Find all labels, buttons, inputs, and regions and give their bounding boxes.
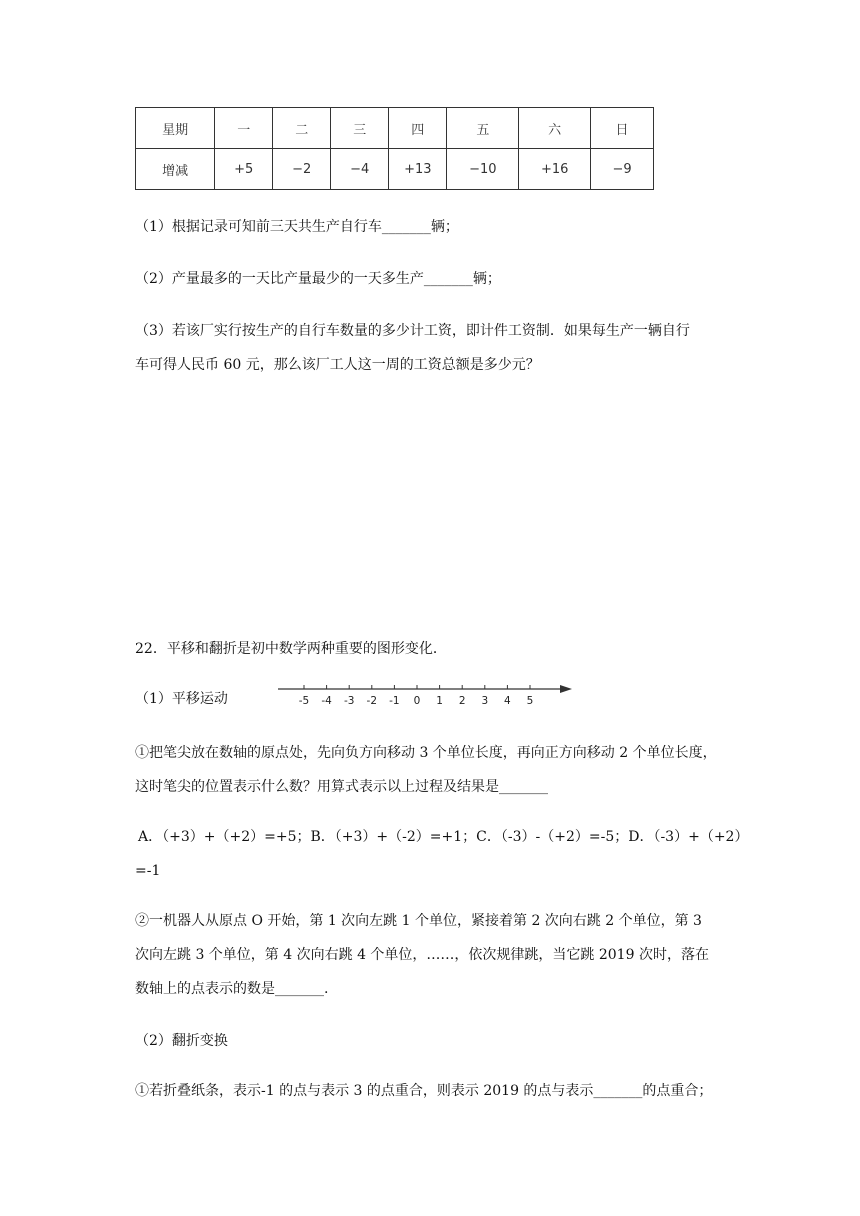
number-line (270, 682, 580, 712)
number-line-tick-label: -5 (298, 695, 310, 707)
number-line-tick-label: 3 (481, 695, 489, 707)
q22-c2-line1: ②一机器人从原点 O 开始，第 1 次向左跳 1 个单位，紧接着第 2 次向右跳 2 个单位，第 3 (135, 913, 702, 929)
q22-c2-line3: 数轴上的点表示的数是_______. (135, 981, 329, 997)
table-cell: +16 (519, 149, 591, 190)
q22-c2-line2: 次向左跳 3 个单位，第 4 次向右跳 4 个单位，……，依次规律跳，当它跳 2019 次时，落在 (135, 947, 709, 963)
table-cell: 六 (519, 108, 591, 149)
table-cell: 增减 (136, 149, 215, 190)
table-header-row (136, 108, 654, 149)
q22-section2-title: （2）翻折变换 (135, 1033, 228, 1049)
q22-title: 22．平移和翻折是初中数学两种重要的图形变化． (135, 641, 447, 657)
table-cell: 一 (215, 108, 273, 149)
table-cell: −2 (273, 149, 331, 190)
table-cell: 三 (331, 108, 389, 149)
q22-options-line1: A．（+3）+（+2）=+5；B．（+3）+（-2）=+1；C．（-3）-（+2）=-5；D．（-3）+（+2） (138, 829, 749, 845)
table-cell: 日 (591, 108, 654, 149)
table-cell: +13 (389, 149, 447, 190)
number-line-tick-label: 1 (436, 695, 443, 707)
q22-c1-line1: ①把笔尖放在数轴的原点处，先向负方向移动 3 个单位长度，再向正方向移动 2 个单位长度， (135, 745, 717, 761)
q21-part3-line2: 车可得人民币 60 元，那么该厂工人这一周的工资总额是多少元？ (135, 357, 540, 373)
number-line-tick-label: -3 (343, 695, 355, 707)
table-cell: 二 (273, 108, 331, 149)
q22-section1-title: （1）平移运动 (135, 691, 228, 707)
number-line-tick-label: 2 (458, 695, 466, 707)
number-line-tick-label: 4 (504, 695, 511, 707)
table-cell: −10 (447, 149, 519, 190)
table-cell: 四 (389, 108, 447, 149)
number-line-tick-label: 0 (413, 695, 421, 707)
table-cell: 星期 (136, 108, 215, 149)
table-cell: −4 (331, 149, 389, 190)
q21-part3-line1: （3）若该厂实行按生产的自行车数量的多少计工资，即计件工资制．如果每生产一辆自行 (135, 323, 690, 339)
arrow-right-icon (560, 685, 572, 693)
table-cell: 五 (447, 108, 519, 149)
number-line-tick-label: -1 (389, 695, 400, 707)
q22-fold1: ①若折叠纸条，表示-1 的点与表示 3 的点重合，则表示 2019 的点与表示_______的点重合； (135, 1083, 713, 1099)
number-line-tick-label: -2 (366, 695, 378, 707)
table-cell: +5 (215, 149, 273, 190)
number-line-tick-label: -4 (321, 695, 332, 707)
table-cell: −9 (591, 149, 654, 190)
q22-options-line2: =-1 (135, 863, 161, 879)
q21-part2: （2）产量最多的一天比产量最少的一天多生产_______辆； (135, 271, 501, 287)
q22-c1-line2: 这时笔尖的位置表示什么数？用算式表示以上过程及结果是_______ (135, 779, 548, 795)
production-table (135, 107, 654, 190)
number-line-axis (270, 682, 580, 696)
number-line-tick-label: 5 (526, 695, 534, 707)
table-row (136, 149, 654, 190)
q21-part1: （1）根据记录可知前三天共生产自行车_______辆； (135, 219, 459, 235)
